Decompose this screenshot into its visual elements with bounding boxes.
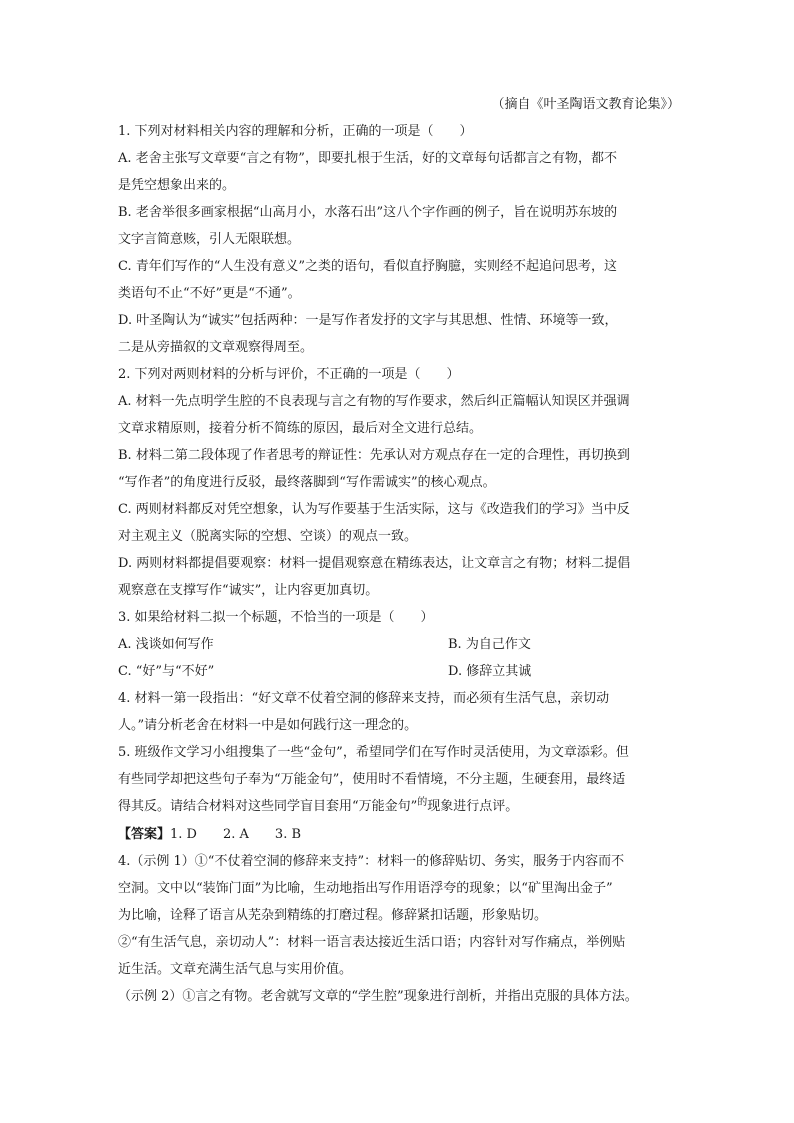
q3-options-row-1 xyxy=(118,631,680,658)
q5-stem-line1: 5. 班级作文学习小组搜集了一些“金句”，希望同学们在写作时灵活使用，为文章添彩。但 xyxy=(118,745,629,760)
answer-line xyxy=(118,821,680,848)
q5-line3-text-a: 得其反。请结合材料对这些同学盲目套用“万能金句” xyxy=(118,799,418,814)
analysis-example1-line3: 为比喻，诠释了语言从芜杂到精练的打磨过程。修辞紧扣话题，形象贴切。 xyxy=(118,908,548,923)
analysis-example1-line4: ②“有生活气息，亲切动人”：材料一语言表达接近生活口语；内容针对写作痛点，举例贴 xyxy=(118,935,626,950)
q2-option-d-line1: D. 两则材料都提倡要观察：材料一提倡观察意在精练表达，让文章言之有物；材料二提倡 xyxy=(118,556,631,571)
q4-stem-line2: 人。”请分析老舍在材料一中是如何践行这一理念的。 xyxy=(118,718,418,733)
q3-option-c: C. “好”与“不好” xyxy=(118,664,215,679)
q5-stem-line2: 有些同学却把这些句子奉为“万能金句”，使用时不看情境，不分主题，生硬套用，最终适 xyxy=(118,772,626,787)
analysis-example1-line5: 近生活。文章充满生活气息与实用价值。 xyxy=(118,962,353,977)
q2-option-c-line1: C. 两则材料都反对凭空想象，认为写作要基于生活实际，这与《改造我们的学习》当中反 xyxy=(118,502,630,517)
analysis-example1-line2: 空洞。文中以“装饰门面”为比喻，生动地指出写作用语浮夸的现象；以“矿里淘出金子” xyxy=(118,881,613,896)
answer-1: 1. D xyxy=(170,827,197,842)
q2-option-a-line1: A. 材料一先点明学生腔的不良表现与言之有物的写作要求，然后纠正篇幅认知误区并强调 xyxy=(118,394,630,409)
q2-stem: 2. 下列对两则材料的分析与评价，不正确的一项是（ ） xyxy=(118,367,460,382)
q5-line3-text-b: 现象进行点评。 xyxy=(427,799,519,814)
q1-option-a-line1: A. 老舍主张写文章要“言之有物”，即要扎根于生活，好的文章每句话都言之有物，都不 xyxy=(118,151,617,166)
q1-option-c-line1: C. 青年们写作的“人生没有意义”之类的语句，看似直抒胸臆，实则经不起追问思考，这 xyxy=(118,259,618,274)
q2-option-b-line1: B. 材料二第二段体现了作者思考的辩证性：先承认对方观点存在一定的合理性，再切换到 xyxy=(118,448,630,463)
q1-option-d-line1: D. 叶圣陶认为“诚实”包括两种：一是写作者发抒的文字与其思想、性情、环境等一致， xyxy=(118,313,618,328)
q5-line3-superscript: 的 xyxy=(417,797,428,808)
answer-3: 3. B xyxy=(274,827,302,842)
q3-stem: 3. 如果给材料二拟一个标题，不恰当的一项是（ ） xyxy=(118,610,434,625)
q1-option-d-line2: 二是从旁描叙的文章观察得周至。 xyxy=(118,340,314,355)
q2-option-c-line2: 对主观主义（脱离实际的空想、空谈）的观点一致。 xyxy=(118,529,418,544)
answer-2: 2. A xyxy=(222,827,249,842)
q1-option-b-line1: B. 老舍举很多画家根据“山高月小，水落石出”这八个字作画的例子，旨在说明苏东坡的 xyxy=(118,205,618,220)
q2-option-a-line2: 文章求精原则，接着分析不简练的原因，最后对全文进行总结。 xyxy=(118,421,483,436)
q1-option-a-line2: 是凭空想象出来的。 xyxy=(118,178,236,193)
q3-options-row-2 xyxy=(118,658,680,685)
q3-option-a: A. 浅谈如何写作 xyxy=(118,637,214,652)
q1-option-b-line2: 文字言简意赅，引人无限联想。 xyxy=(118,232,301,247)
q4-stem-line1: 4. 材料一第一段指出：“好文章不仗着空洞的修辞来支持，而必须有生活气息，亲切动 xyxy=(118,691,610,706)
q3-option-d: D. 修辞立其诚 xyxy=(448,664,532,679)
q1-stem: 1. 下列对材料相关内容的理解和分析，正确的一项是（ ） xyxy=(118,124,473,139)
q5-stem-line3 xyxy=(118,793,680,821)
q2-option-d-line2: 观察意在支撑写作“诚实”，让内容更加真切。 xyxy=(118,583,379,598)
analysis-example1-line1: 4.（示例 1）①“不仗着空洞的修辞来支持”：材料一的修辞贴切、务实，服务于内容而不 xyxy=(118,854,625,869)
answer-tag: 【答案】 xyxy=(118,827,171,842)
q2-option-b-line2: “写作者”的角度进行反驳，最终落脚到“写作需诚实”的核心观点。 xyxy=(118,475,496,490)
document-content xyxy=(118,91,680,1010)
q1-option-c-line2: 类语句不止“不好”更是“不通”。 xyxy=(118,286,301,301)
q3-option-b: B. 为自己作文 xyxy=(448,637,531,652)
analysis-example2-line1: （示例 2）①言之有物。老舍就写文章的“学生腔”现象进行剖析，并指出克服的具体方法。 xyxy=(118,989,638,1004)
source-citation: （摘自《叶圣陶语文教育论集》） xyxy=(491,97,680,112)
